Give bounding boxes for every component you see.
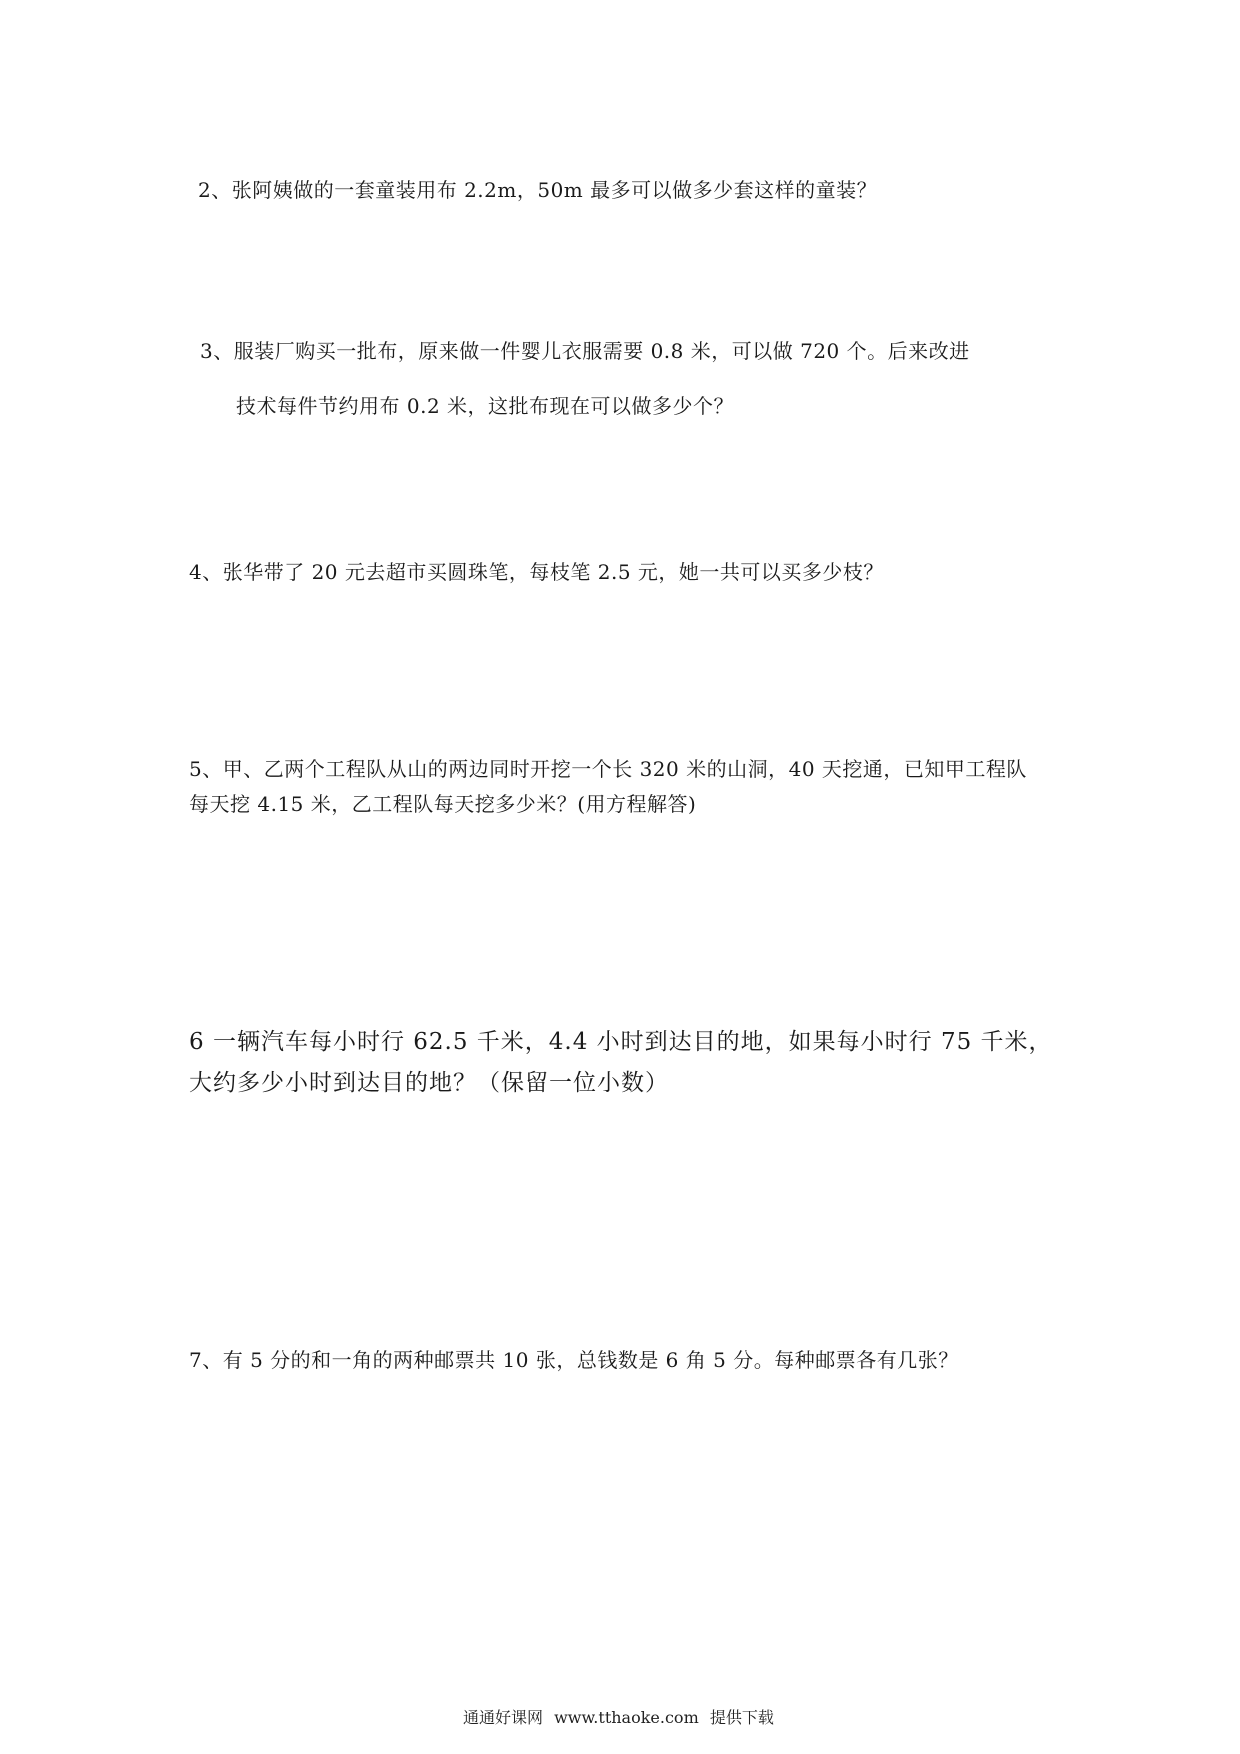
problem-3-line-2: 技术每件节约用布 0.2 米，这批布现在可以做多少个？ bbox=[236, 394, 735, 418]
problem-6-line-1: 6 一辆汽车每小时行 62.5 千米，4.4 小时到达目的地，如果每小时行 75 千米， bbox=[189, 1029, 1053, 1055]
footer-site-name: 通通好课网 bbox=[463, 1708, 544, 1727]
problem-3-line-1: 3、服装厂购买一批布，原来做一件婴儿衣服需要 0.8 米，可以做 720 个。后来改进 bbox=[200, 339, 970, 363]
problem-6-line-2: 大约多少小时到达目的地？（保留一位小数） bbox=[189, 1070, 669, 1096]
problem-4-line-1: 4、张华带了 20 元去超市买圆珠笔，每枝笔 2.5 元，她一共可以买多少枝？ bbox=[189, 560, 884, 584]
problem-2-line-1: 2、张阿姨做的一套童装用布 2.2m，50m 最多可以做多少套这样的童装？ bbox=[198, 178, 878, 202]
footer-url[interactable]: www.tthaoke.com bbox=[554, 1708, 699, 1727]
page-footer bbox=[463, 1710, 774, 1726]
problem-5-line-1: 5、甲、乙两个工程队从山的两边同时开挖一个长 320 米的山洞，40 天挖通，已知甲工程队 bbox=[189, 757, 1027, 781]
footer-suffix: 提供下载 bbox=[709, 1708, 774, 1727]
problem-5-line-2: 每天挖 4.15 米，乙工程队每天挖多少米？(用方程解答) bbox=[189, 792, 697, 816]
problem-7-line-1: 7、有 5 分的和一角的两种邮票共 10 张，总钱数是 6 角 5 分。每种邮票各有几张？ bbox=[189, 1348, 959, 1372]
